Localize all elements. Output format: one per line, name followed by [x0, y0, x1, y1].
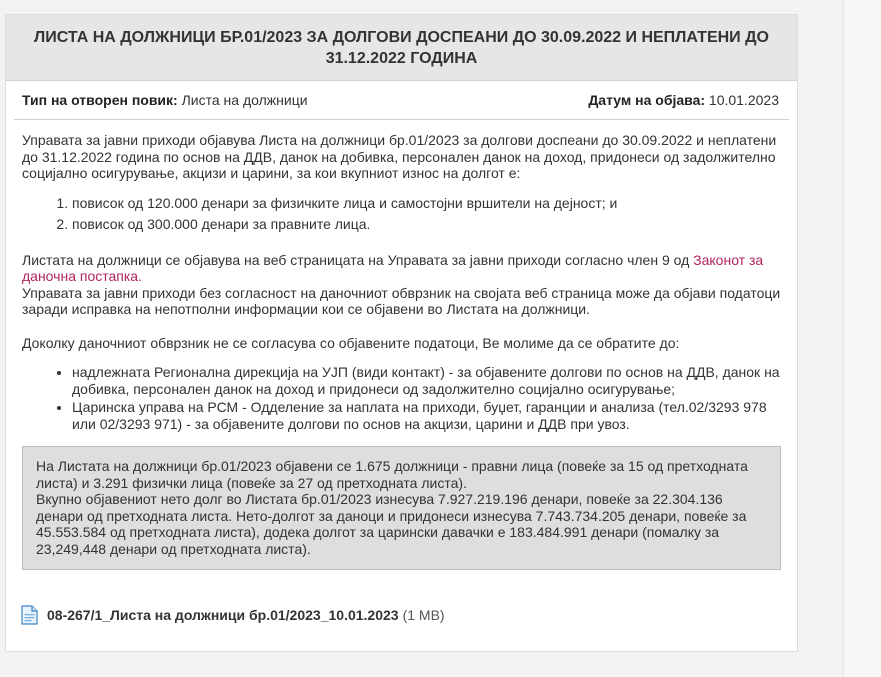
page-title: ЛИСТА НА ДОЛЖНИЦИ БР.01/2023 ЗА ДОЛГОВИ ДОСПЕАНИ ДО 30.09.2022 И НЕПЛАТЕНИ ДО 31.12.2022 ГОДИНА [6, 15, 797, 81]
publish-date [588, 81, 779, 119]
contact-item: • надлежната Регионална дирекција на УЈП (види контакт) - за објавените долгови по основ на ДДВ, данок на добивка, персонален данок на доход и придонеси од задолжително социјално осигурување; [72, 364, 781, 397]
content [6, 132, 797, 625]
contact-intro: Доколку даночниот обврзник не се согласува со објавените податоци, Ве молиме да се обратите до: [22, 334, 680, 351]
right-side-strip [843, 0, 881, 677]
threshold-list [22, 195, 781, 233]
contact-item: • Царинска управа на РСМ - Одделение за наплата на приходи, буџет, гаранции и анализа (тел.02/3293 978 или 02/3293 971) - за објавените долгови по основ на акцизи, царини и ДДВ при увоз. [72, 399, 781, 432]
attachment-row [22, 605, 781, 625]
attachment-size: (1 MB) [402, 606, 445, 623]
summary-box [22, 446, 781, 570]
publish-date-value: 10.01.2023 [708, 92, 779, 108]
publish-date-label: Датум на објава: [588, 92, 706, 108]
summary-amounts: Вкупно објавениот нето долг во Листата бр.01/2023 изнесува 7.927.219.196 денари, повеќе за 22.304.136 денари од претходната листа. Нето-долгот за даноци и придонеси изнесува 7.743.734.205 денари, повеќе за 45.553.584 од претходната листа), додека долгот за царински давачки е 183.484.991 денари (помалку за 23,249,448 денари од претходната листа). [36, 491, 747, 557]
threshold-item: 1. повисок од 120.000 денари за физичките лица и самостојни вршители на дејност; и [72, 195, 781, 212]
attachment-link[interactable]: 08-267/1_Листа на должници бр.01/2023_10.01.2023 [47, 606, 399, 623]
call-type-value: Листа на должници [181, 92, 308, 108]
publication-paragraph [22, 252, 781, 285]
correction-paragraph: Управата за јавни приходи без согласност на даночниот обврзник на својата веб страница може да објави податоци заради исправка на непотполни информации кои се објавени во Листата на должници. [22, 284, 781, 317]
intro-paragraph: Управата за јавни приходи објавува Листа на должници бр.01/2023 за долгови доспеани до 30.09.2022 и неплатени до 31.12.2022 година по основ на ДДВ, данок на добивка, персонален данок на доход, придонеси од задолжително социјално осигурување, акцизи и царини, за кои вкупниот износ на долгот е: [22, 132, 777, 181]
meta-bar [14, 81, 789, 120]
document-icon [21, 605, 38, 625]
call-panel [5, 14, 798, 652]
threshold-item: 2. повисок од 300.000 денари за правните лица. [72, 216, 781, 233]
contact-list [22, 364, 781, 432]
publication-text: Листата на должници се објавува на веб страницата на Управата за јавни приходи согласно член 9 од [22, 251, 694, 268]
call-type-label: Тип на отворен повик: [22, 92, 178, 108]
summary-debtors: На Листата на должници бр.01/2023 објавени се 1.675 должници - правни лица (повеќе за 15 од претходната листа) и 3.291 физички лица (повеќе за 27 од претходната листа). [36, 458, 748, 491]
law-link[interactable]: Законот за даночна постапка. [22, 251, 764, 284]
call-type [22, 92, 308, 108]
